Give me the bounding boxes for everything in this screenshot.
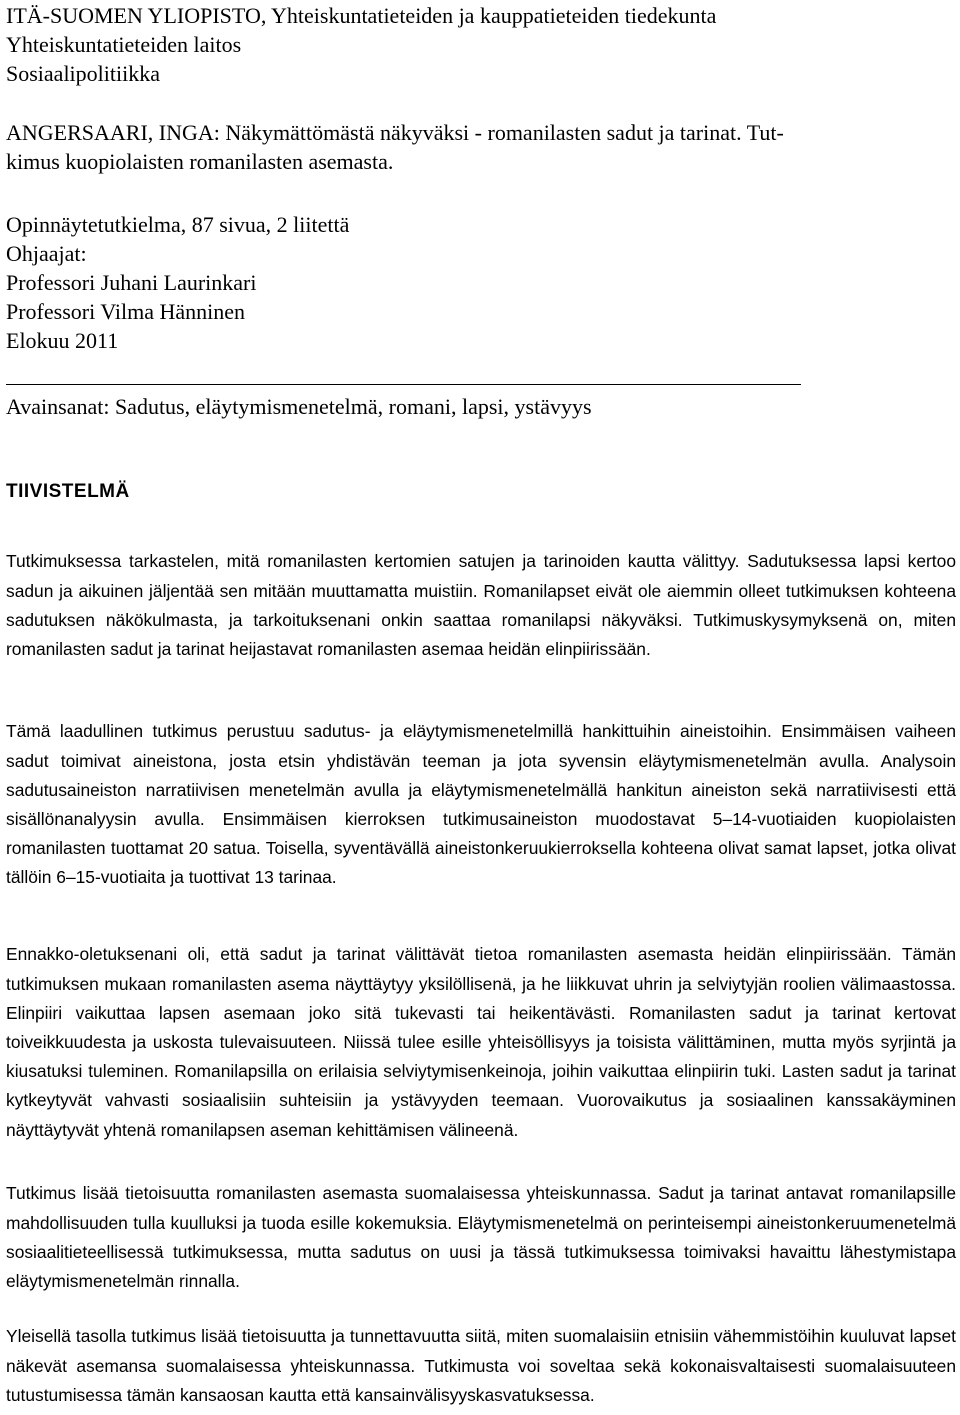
header-block — [6, 1, 716, 88]
subject-line: Sosiaalipolitiikka — [6, 61, 160, 86]
divider-rule — [6, 384, 801, 385]
abstract-paragraph-5: Yleisellä tasolla tutkimus lisää tietoisuutta ja tunnettavuutta siitä, miten suomalaisiin etnisiin vähemmistöihin kuuluvat lapset näkevät asemansa suomalaisessa yhteiskunnassa. Tutkimusta voi soveltaa sekä kokonaisvaltaisesti suomalaisuuteen tutustumisessa tämän kansaosan kautta että kansainvälisyyskasvatuksessa. — [6, 1326, 956, 1405]
abstract-heading: TIIVISTELMÄ — [6, 481, 130, 502]
title-line-1: ANGERSAARI, INGA: Näkymättömästä näkyväksi - romanilasten sadut ja tarinat. Tut- — [6, 120, 784, 145]
thesis-info: Opinnäytetutkielma, 87 sivua, 2 liitettä — [6, 212, 350, 237]
abstract-paragraph-4: Tutkimus lisää tietoisuutta romanilasten asemasta suomalaisessa yhteiskunnassa. Sadut ja tarinat antavat romanilapsille mahdollisuuden tulla kuulluksi ja tuoda esille kokemuksia. Eläytymismenetelmä on perinteisempi aineistonkeruumenetelmä sosiaalitieteellisessä tutkimuksessa, mutta sadutus on uusi ja tässä tutkimuksessa toimivaksi havaittu lähestymistapa eläytymismenetelmän rinnalla. — [6, 1183, 956, 1291]
department-line: Yhteiskuntatieteiden laitos — [6, 32, 242, 57]
university-line: ITÄ-SUOMEN YLIOPISTO, Yhteiskuntatieteiden ja kauppatieteiden tiedekunta — [6, 3, 717, 28]
date-line: Elokuu 2011 — [6, 328, 119, 353]
keywords-line: Avainsanat: Sadutus, eläytymismenetelmä, romani, lapsi, ystävyys — [6, 394, 592, 419]
supervisor-2: Professori Vilma Hänninen — [6, 299, 246, 324]
supervisor-1: Professori Juhani Laurinkari — [6, 270, 257, 295]
title-line-2: kimus kuopiolaisten romanilasten asemasta. — [6, 149, 394, 174]
supervisors-label: Ohjaajat: — [6, 241, 87, 266]
title-block — [6, 118, 784, 176]
abstract-paragraph-2: Tämä laadullinen tutkimus perustuu sadutus- ja eläytymismenetelmillä hankittuihin aineistoihin. Ensimmäisen vaiheen sadut toimivat aineistona, josta etsin yhdistävän teeman ja jota syvensin eläytymismenetelmän avulla. Analysoin sadutusaineiston narratiivisen menetelmän avulla ja eläytymismenetelmällä hankitun aineiston sekä narratiivisesti että sisällönanalyysin avulla. Ensimmäisen kierroksen tutkimusaineiston muodostavat 5–14-vuotiaiden kuopiolaisten romanilasten tuottamat 20 satua. Toisella, syventävällä aineistonkeruukierroksella kohteena olivat samat lapset, jotka olivat tällöin 6–15-vuotiaita ja tuottivat 13 tarinaa. — [6, 721, 956, 888]
abstract-paragraph-3: Ennakko-oletuksenani oli, että sadut ja tarinat välittävät tietoa romanilasten asemasta heidän elinpiirissään. Tämän tutkimuksen mukaan romanilasten asema näyttäytyy yksilöllisenä, ja he liikkuvat uhrin ja selviytyjän roolien välimaastossa. Elinpiiri vaikuttaa lapsen asemaan joko sitä tukevasti tai heikentävästi. Romanilasten sadut ja tarinat kertovat toiveikkuudesta ja uskosta tulevaisuuteen. Niissä tulee esille yhteisöllisyys ja toisista välittäminen, mutta myös syrjintä ja kiusatuksi tuleminen. Romanilapsilla on erilaisia selviytymisenkeinoja, joihin vaikuttaa elinpiirin tuki. Lasten sadut ja tarinat kytkeytyvät vahvasti sosiaalisiin suhteisiin ja ystävyyden teemaan. Vuorovaikutus ja sosiaalinen kanssakäyminen näyttäytyvät yhtenä romanilapsen aseman kehittämisen välineenä. — [6, 944, 956, 1140]
abstract-paragraph-1: Tutkimuksessa tarkastelen, mitä romanilasten kertomien satujen ja tarinoiden kautta välittyy. Sadutuksessa lapsi kertoo sadun ja aikuinen jäljentää sen mitään muuttamatta muistiin. Romanilapset eivät ole aiemmin olleet tutkimuksen kohteena sadutuksen näkökulmasta, ja tarkoituksenani onkin saattaa romanilapsi näkyväksi. Tutkimuskysymyksenä on, miten romanilasten sadut ja tarinat heijastavat romanilasten asemaa heidän elinpiirissään. — [6, 551, 956, 659]
meta-block — [6, 210, 349, 355]
